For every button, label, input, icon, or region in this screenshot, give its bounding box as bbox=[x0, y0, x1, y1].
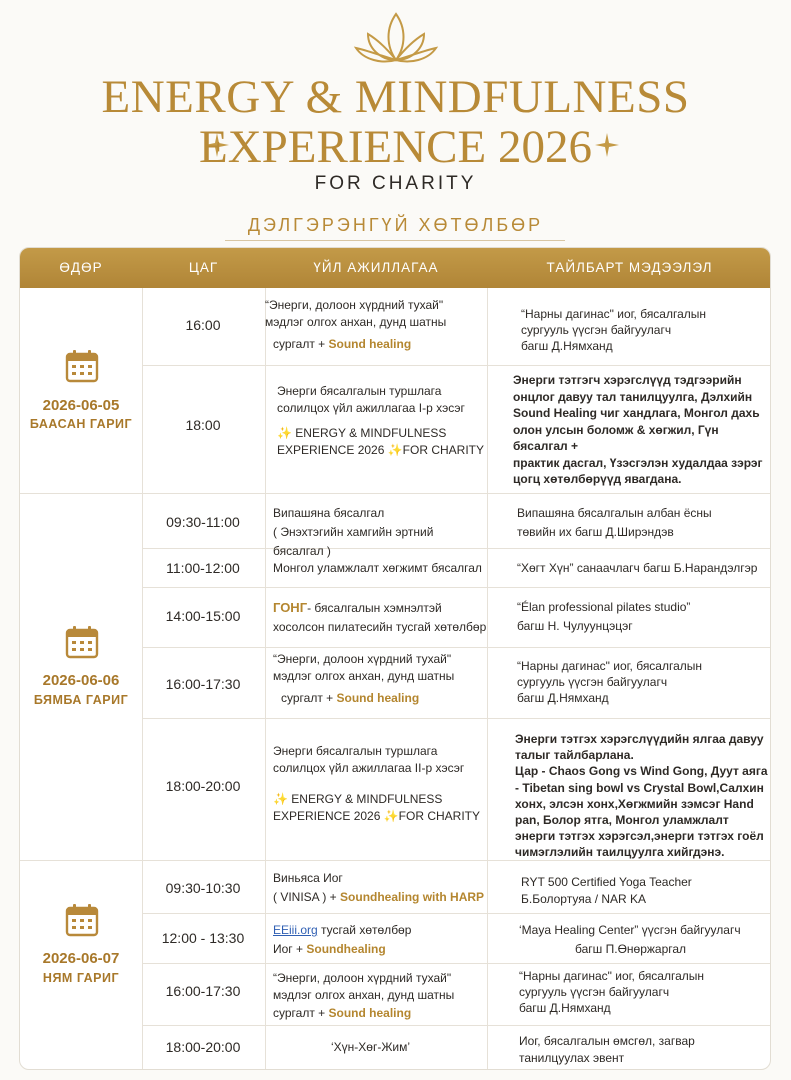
note-line: чимэглэлийн таилцуулга хийгдэнэ. bbox=[515, 845, 725, 860]
day-weekday: НЯМ ГАРИГ bbox=[42, 971, 120, 985]
note-line: талыг тайлбарлана. bbox=[515, 748, 634, 763]
day-date: 2026-06-07 bbox=[42, 950, 120, 967]
row-note bbox=[487, 372, 771, 488]
row-divider bbox=[142, 647, 771, 648]
activity-line: хосолсон пилатесийн тусгай хөтөлбөр bbox=[273, 620, 487, 634]
activity-line: “Энерги, долоон хүрдний тухай" bbox=[273, 971, 452, 985]
row-activity bbox=[265, 970, 487, 1022]
row-note bbox=[487, 921, 771, 959]
activity-line bbox=[273, 598, 487, 618]
note-line: цогц хөтөлбөрүүд явагдана. bbox=[513, 472, 682, 486]
column-header-notes: ТАЙЛБАРТ МЭДЭЭЛЭЛ bbox=[546, 260, 713, 275]
page-header bbox=[0, 0, 791, 240]
row-time: 16:00 bbox=[185, 317, 221, 333]
row-note bbox=[487, 731, 771, 861]
activity-text: ( VINISA ) + bbox=[273, 890, 341, 904]
activity-line bbox=[273, 940, 487, 959]
note-line: сургууль үүсгэн байгуулагч bbox=[521, 323, 672, 337]
row-time: 12:00 - 13:30 bbox=[161, 930, 245, 946]
calendar-icon bbox=[64, 624, 100, 660]
note-line: Sound Healing чиг хандлага, Монгол дахь bbox=[513, 406, 760, 420]
activity-line: солилцох үйл ажиллагаа II-р хэсэг bbox=[273, 761, 465, 775]
activity-line: Монгол уламжлалт хөгжимт бясалгал bbox=[273, 561, 482, 575]
row-time: 18:00-20:00 bbox=[165, 778, 241, 794]
note-line: “Élan professional pilates studio” bbox=[517, 600, 691, 614]
for-charity-label: FOR CHARITY bbox=[314, 173, 477, 194]
activity-line: ✨ ENERGY & MINDFULNESS bbox=[277, 426, 447, 440]
activity-line: EXPERIENCE 2026 ✨FOR CHARITY bbox=[273, 809, 480, 823]
row-divider bbox=[142, 913, 771, 914]
column-header-time: ЦАГ bbox=[188, 260, 219, 275]
row-time: 18:00 bbox=[185, 417, 221, 433]
row-time: 09:30-10:30 bbox=[165, 880, 241, 896]
note-line: Б.Болортуяа / NAR KA bbox=[521, 892, 647, 906]
activity-text: тусгай хөтөлбөр bbox=[317, 923, 412, 937]
activity-line: EXPERIENCE 2026 ✨FOR CHARITY bbox=[277, 443, 484, 457]
activity-text: сургалт + bbox=[273, 337, 329, 351]
note-line: Цар - Chaos Gong vs Wind Gong, Дуут аяга bbox=[515, 764, 768, 779]
row-activity bbox=[265, 651, 487, 707]
note-line: “Хөгт Хүн” санаачлагч багш Б.Нарандэлгэр bbox=[517, 561, 758, 575]
note-line: “Нарны дагинас" иог, бясалгалын bbox=[517, 659, 703, 673]
note-line: практик дасгал, Үзэсгэлэн худалдаа зэрэг bbox=[513, 455, 763, 470]
activity-line bbox=[273, 690, 487, 707]
activity-text: сургалт + bbox=[281, 691, 337, 705]
note-line: багш П.Өнөржаргал bbox=[575, 942, 687, 956]
row-note bbox=[487, 968, 771, 1016]
calendar-icon bbox=[64, 902, 100, 938]
row-activity bbox=[265, 743, 487, 825]
note-line: Энерги тэтгэгч хэрэгслүүд тэдгээрийн bbox=[513, 373, 742, 387]
note-line: багш Н. Чулуунцэцэг bbox=[517, 619, 633, 633]
day-weekday: БЯМБА ГАРИГ bbox=[33, 693, 129, 707]
activity-highlight: Sound healing bbox=[328, 337, 412, 351]
row-divider bbox=[142, 365, 771, 366]
note-line: RYT 500 Certified Yoga Teacher bbox=[521, 875, 692, 889]
table-header bbox=[20, 248, 771, 288]
row-note bbox=[487, 874, 771, 908]
activity-text: Иог + bbox=[273, 942, 307, 956]
activity-line: мэдлэг олгох анхан, дунд шатны bbox=[273, 988, 455, 1002]
row-activity bbox=[265, 560, 487, 577]
activity-highlight: Soundhealing bbox=[306, 942, 386, 956]
note-line: төвийн их багш Д.Ширэндэв bbox=[517, 525, 674, 539]
row-divider bbox=[142, 1025, 771, 1026]
activity-line bbox=[273, 921, 487, 940]
row-activity bbox=[265, 598, 487, 637]
activity-line: Виньяса Иог bbox=[273, 871, 343, 885]
column-header-activity: ҮЙЛ АЖИЛЛАГАА bbox=[313, 260, 439, 275]
row-note bbox=[487, 560, 771, 576]
title-line-2: EXPERIENCE 2026 bbox=[199, 121, 592, 173]
activity-line: Энерги бясалгалын туршлага bbox=[273, 744, 438, 758]
activity-line: солилцох үйл ажиллагаа I-р хэсэг bbox=[277, 401, 465, 415]
note-line: “Нарны дагинас" иог, бясалгалын bbox=[519, 969, 705, 983]
row-activity bbox=[265, 504, 487, 561]
day-date: 2026-06-05 bbox=[42, 397, 120, 414]
title-line-1: ENERGY & MINDFULNESS bbox=[101, 71, 690, 123]
note-line: танилцуулах эвент bbox=[519, 1051, 625, 1065]
activity-line: “Энерги, долоон хүрдний тухай" bbox=[273, 652, 452, 666]
activity-highlight: Soundhealing with HARP bbox=[340, 890, 485, 904]
row-activity bbox=[265, 297, 487, 353]
day-date: 2026-06-06 bbox=[42, 672, 120, 689]
row-time: 11:00-12:00 bbox=[166, 560, 240, 576]
row-activity bbox=[265, 869, 487, 907]
eeiii-link[interactable]: EEiii.org bbox=[273, 923, 318, 937]
row-divider bbox=[142, 718, 771, 719]
schedule-table bbox=[19, 247, 771, 1070]
row-note bbox=[487, 306, 771, 354]
row-activity bbox=[265, 1039, 487, 1056]
activity-line bbox=[273, 1005, 487, 1022]
row-time: 14:00-15:00 bbox=[165, 608, 241, 624]
activity-line: ‘Хүн-Хөг-Жим’ bbox=[331, 1040, 411, 1054]
note-line: онцлог давуу тал танилцуулга, Дэлхийн bbox=[513, 389, 753, 404]
activity-line bbox=[273, 888, 487, 907]
activity-line: мэдлэг олгох анхан, дунд шатны bbox=[265, 315, 447, 329]
column-header-day: ӨДӨР bbox=[59, 260, 103, 275]
note-line: сургууль үүсгэн байгуулагч bbox=[519, 985, 670, 999]
row-activity bbox=[265, 921, 487, 959]
activity-highlight: ГОНГ bbox=[273, 600, 308, 615]
activity-line: Випашяна бясалгал bbox=[273, 506, 385, 520]
note-line: багш Д.Нямханд bbox=[521, 339, 613, 353]
row-divider bbox=[142, 963, 771, 964]
day-weekday: БААСАН ГАРИГ bbox=[29, 417, 133, 431]
activity-line: Энерги бясалгалын туршлага bbox=[277, 384, 442, 398]
activity-line bbox=[265, 336, 487, 353]
day-divider bbox=[20, 493, 771, 494]
note-line: ‘Maya Healing Center” үүсгэн байгуулагч bbox=[519, 923, 741, 937]
program-subtitle: ДЭЛГЭРЭНГҮЙ ХӨТӨЛБӨР bbox=[247, 215, 544, 235]
activity-line: “Энерги, долоон хүрдний тухай" bbox=[265, 298, 444, 312]
note-line: сургууль үүсгэн байгуулагч bbox=[517, 675, 668, 689]
activity-line: мэдлэг олгох анхан, дунд шатны bbox=[273, 669, 455, 683]
row-note bbox=[487, 504, 771, 542]
row-activity bbox=[265, 383, 487, 459]
note-line: багш Д.Нямханд bbox=[519, 1001, 611, 1015]
subtitle-divider bbox=[225, 240, 565, 241]
row-note bbox=[487, 598, 771, 636]
row-time: 18:00-20:00 bbox=[165, 1039, 241, 1055]
lotus-icon bbox=[352, 10, 440, 68]
activity-line: ( Энэхтэгийн хамгийн эртний бясалгал ) bbox=[273, 525, 434, 558]
note-line: энерги тэтгэх хэрэгсэл,энерги тэтгэх гоёл bbox=[515, 829, 764, 844]
note-line: Випашяна бясалгалын албан ёсны bbox=[517, 506, 712, 520]
sparkle-icon bbox=[594, 132, 620, 158]
activity-text: - бясалгалын хэмнэлтэй bbox=[307, 601, 442, 615]
activity-highlight: Sound healing bbox=[336, 691, 420, 705]
row-note bbox=[487, 1033, 771, 1067]
activity-highlight: Sound healing bbox=[328, 1006, 412, 1020]
row-note bbox=[487, 658, 771, 706]
note-line: Иог, бясалгалын өмсгөл, загвар bbox=[519, 1034, 695, 1048]
row-time: 09:30-11:00 bbox=[166, 514, 240, 530]
note-line: - Tibetan sing bowl vs Crystal Bowl,Салхин bbox=[515, 780, 764, 795]
note-line: Энерги тэтгэх хэрэгслүүдийн ялгаа давуу bbox=[515, 732, 764, 746]
activity-text: сургалт + bbox=[273, 1006, 329, 1020]
row-time: 16:00-17:30 bbox=[165, 983, 241, 999]
calendar-icon bbox=[64, 348, 100, 384]
row-divider bbox=[142, 587, 771, 588]
note-line: олон улсын боломж & хөгжил, Гүн бясалгал + bbox=[513, 422, 719, 453]
note-line: хонх, элсэн хонх,Хөгжмийн зэмсэг Hand bbox=[515, 796, 754, 811]
activity-line: ✨ ENERGY & MINDFULNESS bbox=[273, 792, 443, 806]
row-time: 16:00-17:30 bbox=[165, 676, 241, 692]
note-line: pan, Болор ятга, Монгол уламжлалт bbox=[515, 813, 729, 828]
note-line: “Нарны дагинас" иог, бясалгалын bbox=[521, 307, 707, 321]
note-line: багш Д.Нямханд bbox=[517, 691, 609, 705]
